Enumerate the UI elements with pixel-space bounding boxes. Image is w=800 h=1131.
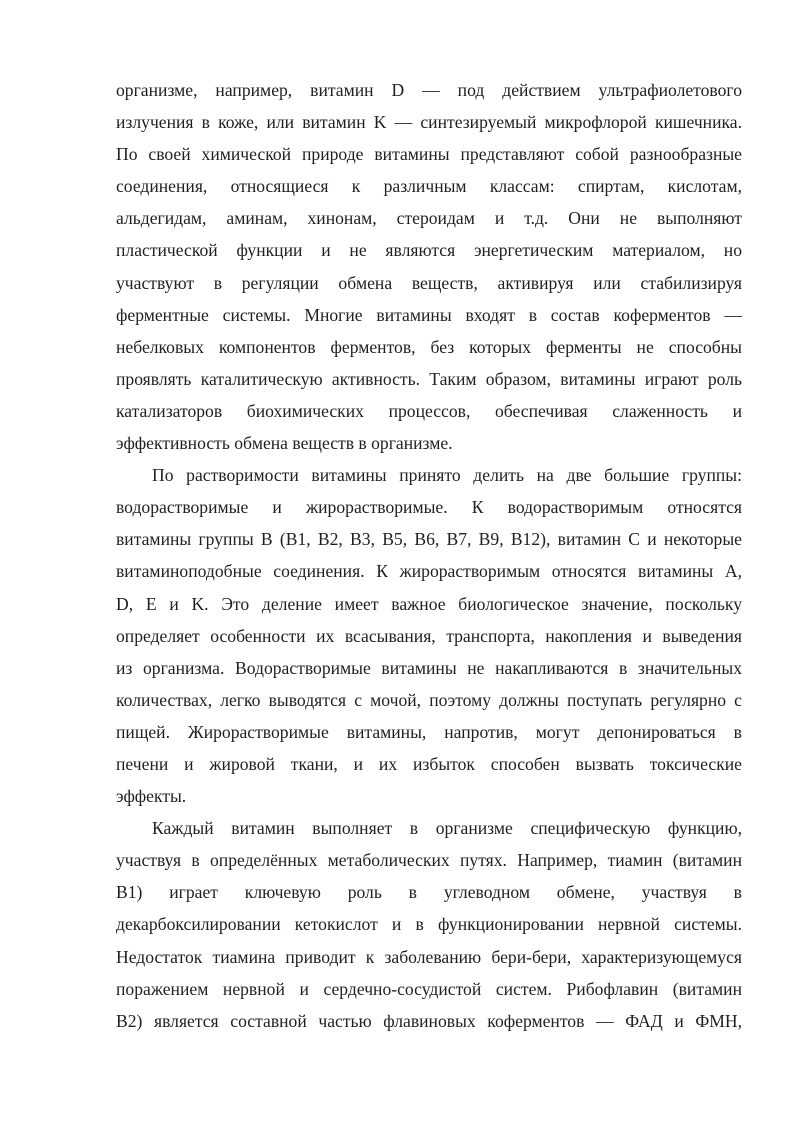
text-line: количествах, легко выводятся с мочой, поэтому должны поступать регулярно с: [116, 689, 742, 710]
text-line: эффекты.: [116, 786, 187, 807]
text-line: Недостаток тиамина приводит к заболеванию бери-бери, характеризующемуся: [116, 946, 742, 967]
text-line: эффективность обмена веществ в организме.: [116, 433, 453, 454]
text-line: соединения, относящиеся к различным классам: спиртам, кислотам,: [116, 176, 742, 197]
text-line: пищей. Жирорастворимые витамины, напротив, могут депонироваться в: [116, 721, 742, 742]
text-line: из организма. Водорастворимые витамины не накапливаются в значительных: [116, 657, 742, 678]
text-line: проявлять каталитическую активность. Таким образом, витамины играют роль: [116, 368, 742, 389]
text-line: излучения в коже, или витамин K — синтезируемый микрофлорой кишечника.: [116, 112, 742, 133]
text-line: Каждый витамин выполняет в организме специфическую функцию,: [152, 818, 742, 839]
text-line: катализаторов биохимических процессов, обеспечивая слаженность и: [116, 400, 742, 421]
text-line: По растворимости витамины принято делить на две большие группы:: [152, 465, 742, 486]
text-line: водорастворимые и жирорастворимые. К водорастворимым относятся: [116, 497, 742, 518]
text-line: пластической функции и не являются энергетическим материалом, но: [116, 240, 742, 261]
text-line: поражением нервной и сердечно-сосудистой систем. Рибофлавин (витамин: [116, 978, 742, 999]
text-line: декарбоксилировании кетокислот и в функционировании нервной системы.: [116, 914, 742, 935]
text-line: ферментные системы. Многие витамины входят в состав коферментов —: [116, 304, 742, 325]
text-line: D, E и K. Это деление имеет важное биологическое значение, поскольку: [116, 593, 742, 614]
text-line: организме, например, витамин D — под действием ультрафиолетового: [116, 80, 742, 100]
text-line: витамины группы B (B1, B2, B3, B5, B6, B7, B9, B12), витамин C и некоторые: [116, 529, 742, 550]
text-line: B1) играет ключевую роль в углеводном обмене, участвуя в: [116, 882, 742, 903]
text-line: По своей химической природе витамины представляют собой разнообразные: [116, 144, 742, 165]
text-line: определяет особенности их всасывания, транспорта, накопления и выведения: [116, 625, 742, 646]
text-line: B2) является составной частью флавиновых коферментов — ФАД и ФМН,: [116, 1010, 742, 1031]
text-line: участвуют в регуляции обмена веществ, активируя или стабилизируя: [116, 272, 742, 293]
text-line: витаминоподобные соединения. К жирорастворимым относятся витамины A,: [116, 561, 742, 582]
text-line: альдегидам, аминам, хинонам, стероидам и т.д. Они не выполняют: [116, 208, 742, 229]
text-line: участвуя в определённых метаболических путях. Например, тиамин (витамин: [116, 850, 742, 871]
body-text: [116, 74, 742, 1037]
text-line: печени и жировой ткани, и их избыток способен вызвать токсические: [116, 753, 742, 774]
text-line: небелковых компонентов ферментов, без которых ферменты не способны: [116, 336, 742, 357]
